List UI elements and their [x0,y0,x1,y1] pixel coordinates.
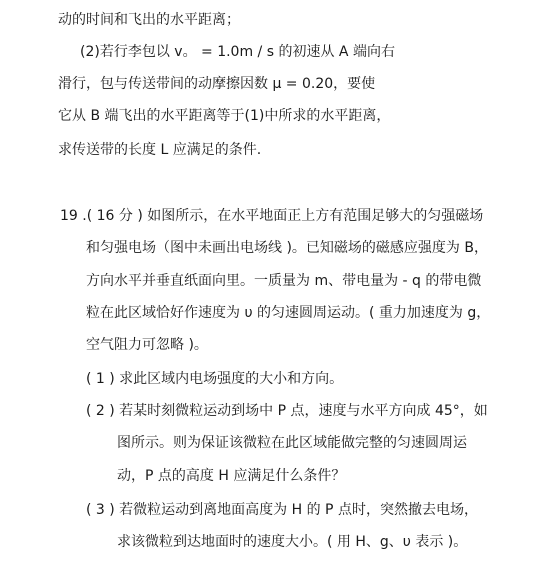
line-15: ( 3 ) 若微粒运动到离地面高度为 H 的 P 点时，突然撤去电场， [86,502,478,518]
line-3: 滑行，包与传送带间的动摩擦因数 μ = 0.20，要使 [58,76,376,92]
line-12: ( 2 ) 若某时刻微粒运动到场中 P 点，速度与水平方向成 45°，如 [86,403,488,419]
line-16: 求该微粒到达地面时的速度大小。( 用 H、g、υ 表示 )。 [117,534,468,550]
line-2: (2)若行李包以 v。 = 1.0m / s 的初速从 A 端向右 [80,44,395,60]
line-1: 动的时间和飞出的水平距离； [58,12,240,28]
line-13: 图所示。则为保证该微粒在此区域能做完整的匀速圆周运 [117,435,467,451]
line-7: 和匀强电场（图中未画出电场线 )。已知磁场的磁感应强度为 B， [86,240,488,256]
line-8: 方向水平并垂直纸面向里。一质量为 m、带电量为 - q 的带电微 [86,273,482,289]
line-11: ( 1 ) 求此区域内电场强度的大小和方向。 [86,371,344,387]
line-4: 它从 B 端飞出的水平距离等于(1)中所求的水平距离， [58,108,391,124]
line-5: 求传送带的长度 L 应满足的条件. [58,142,262,158]
line-9: 粒在此区域恰好作速度为 υ 的匀速圆周运动。( 重力加速度为 g， [86,305,491,321]
line-6: 19 .( 16 分 ) 如图所示，在水平地面正上方有范围足够大的匀强磁场 [60,208,484,224]
line-14: 动，P 点的高度 H 应满足什么条件？ [117,468,346,484]
line-10: 空气阻力可忽略 )。 [86,337,208,353]
